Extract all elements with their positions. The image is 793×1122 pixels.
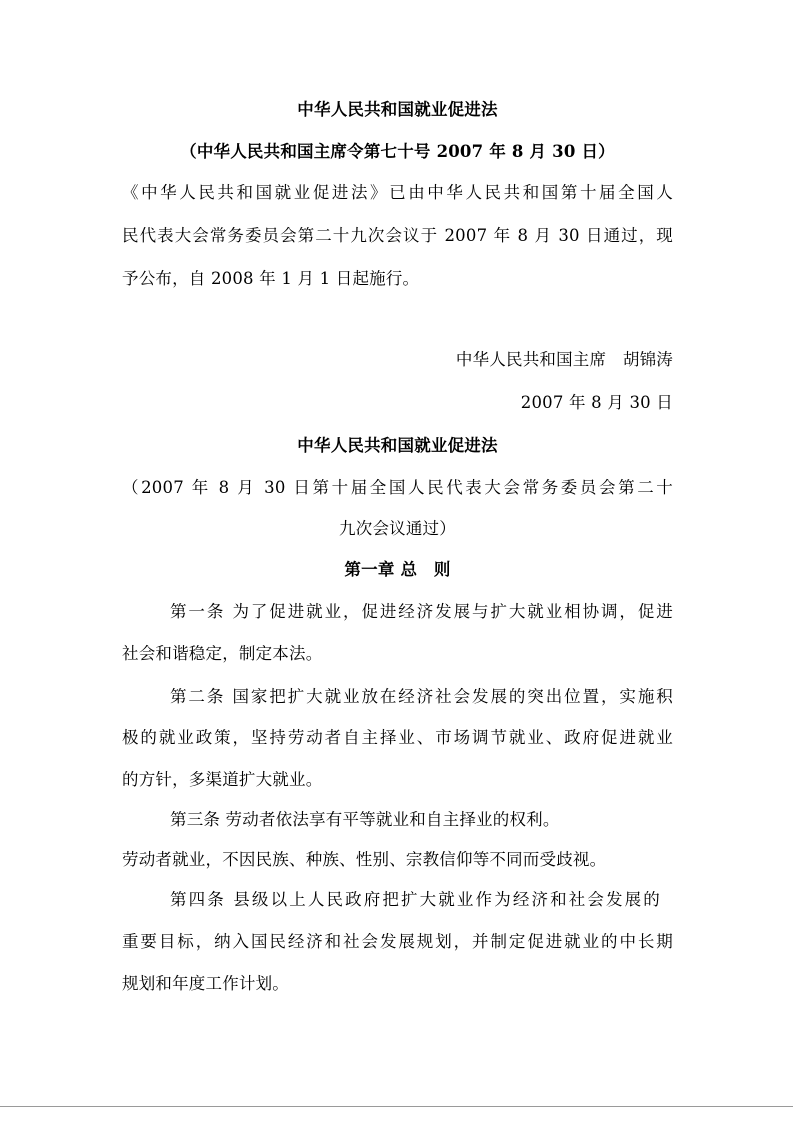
- article-line: 第一条 为了促进就业，促进经济发展与扩大就业相协调，促进: [170, 602, 673, 621]
- article-line: 第二条 国家把扩大就业放在经济社会发展的突出位置，实施积: [170, 687, 673, 706]
- article-line: 极的就业政策，坚持劳动者自主择业、市场调节就业、政府促进就业: [122, 728, 673, 747]
- document-title: 中华人民共和国就业促进法: [297, 100, 498, 119]
- article-line: 规划和年度工作计划。: [122, 974, 289, 993]
- article-line: 第三条 劳动者依法享有平等就业和自主择业的权利。: [170, 810, 560, 829]
- sign-date: 2007 年 8 月 30 日: [520, 393, 673, 412]
- promulgation-line: 民代表大会常务委员会第二十九次会议于 2007 年 8 月 30 日通过，现: [122, 226, 673, 245]
- article-line: 第四条 县级以上人民政府把扩大就业作为经济和社会发展的: [170, 890, 660, 909]
- promulgation-line: 《中华人民共和国就业促进法》已由中华人民共和国第十届全国人: [122, 183, 673, 202]
- article-line: 的方针，多渠道扩大就业。: [122, 770, 323, 789]
- chapter-heading: 第一章 总 则: [344, 560, 451, 579]
- promulgation-line: 予公布，自 2008 年 1 月 1 日起施行。: [122, 269, 420, 288]
- article-line: 重要目标，纳入国民经济和社会发展规划，并制定促进就业的中长期: [122, 932, 673, 951]
- adoption-note-line: （2007 年 8 月 30 日第十届全国人民代表大会常务委员会第二十: [122, 478, 673, 497]
- article-line: 社会和谐稳定，制定本法。: [122, 644, 323, 663]
- adoption-note-line: 九次会议通过）: [339, 519, 456, 538]
- page-bottom-rule: [0, 1106, 793, 1107]
- article-line: 劳动者就业，不因民族、种族、性别、宗教信仰等不同而受歧视。: [122, 850, 607, 869]
- signatory: 中华人民共和国主席 胡锦涛: [455, 350, 673, 369]
- decree-number: （中华人民共和国主席令第七十号 2007 年 8 月 30 日）: [180, 142, 615, 161]
- law-title: 中华人民共和国就业促进法: [297, 436, 498, 455]
